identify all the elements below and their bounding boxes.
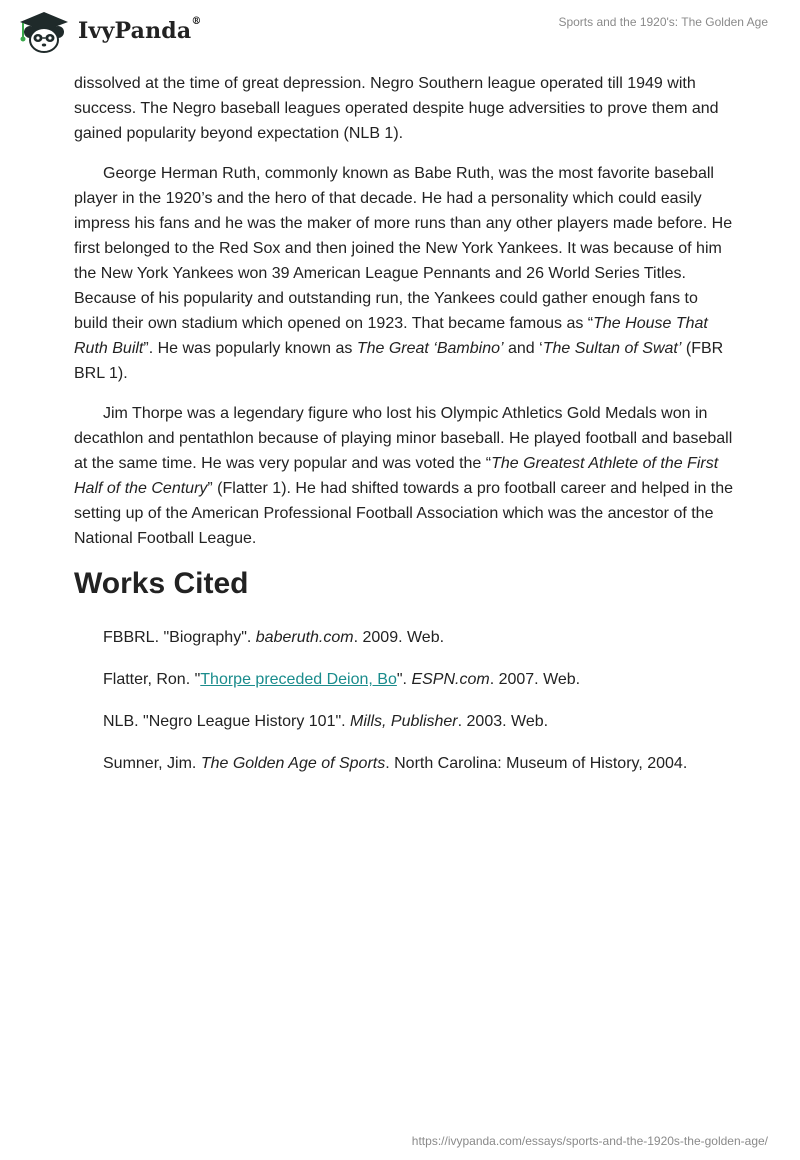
paragraph-1: dissolved at the time of great depression. Negro Southern league operated till 1949 with success. The Negro baseball leagues operated despite huge adversities to prove them and gained popularity beyond expectation (NLB 1). bbox=[74, 75, 719, 142]
essay-content bbox=[74, 71, 734, 793]
works-cited-heading: Works Cited bbox=[74, 567, 249, 600]
document-title: Sports and the 1920's: The Golden Age bbox=[558, 15, 768, 29]
page-header bbox=[0, 0, 800, 70]
panda-graduation-cap-icon bbox=[14, 8, 72, 54]
citation-3: NLB. "Negro League History 101". Mills, Publisher. 2003. Web. bbox=[103, 713, 549, 730]
brand-name: IvyPanda® bbox=[78, 16, 202, 44]
citation-2: Flatter, Ron. "Thorpe preceded Deion, Bo". ESPN.com. 2007. Web. bbox=[103, 671, 581, 688]
paragraph-2: George Herman Ruth, commonly known as Babe Ruth, was the most favorite baseball player in the 1920’s and the hero of that decade. He had a personality which could easily impress his fans and he was the maker of more runs than any other players made before. He first belonged to the Red Sox and then joined the New York Yankees. It was because of him the New York Yankees won 39 American League Pennants and 26 World Series Titles. Because of his popularity and outstanding run, the Yankees could gather enough fans to build their own stadium which opened on 1923. That became famous as “The House That Ruth Built”. He was popularly known as The Great ‘Bambino’ and ‘The Sultan of Swat’ (FBR BRL 1). bbox=[74, 165, 733, 382]
citation-4: Sumner, Jim. The Golden Age of Sports. North Carolina: Museum of History, 2004. bbox=[103, 755, 688, 772]
footer-url[interactable]: https://ivypanda.com/essays/sports-and-the-1920s-the-golden-age/ bbox=[411, 1134, 768, 1148]
citation-link[interactable]: Thorpe preceded Deion, Bo bbox=[200, 671, 397, 688]
ivypanda-logo[interactable] bbox=[14, 8, 202, 54]
paragraph-3: Jim Thorpe was a legendary figure who lost his Olympic Athletics Gold Medals won in decathlon and pentathlon because of playing minor baseball. He played football and baseball at the same time. He was very popular and was voted the “The Greatest Athlete of the First Half of the Century” (Flatter 1). He had shifted towards a pro football career and helped in the setting up of the American Professional Football Association which was the ancestor of the National Football League. bbox=[74, 405, 734, 547]
citation-1: FBBRL. "Biography". baberuth.com. 2009. Web. bbox=[103, 629, 445, 646]
